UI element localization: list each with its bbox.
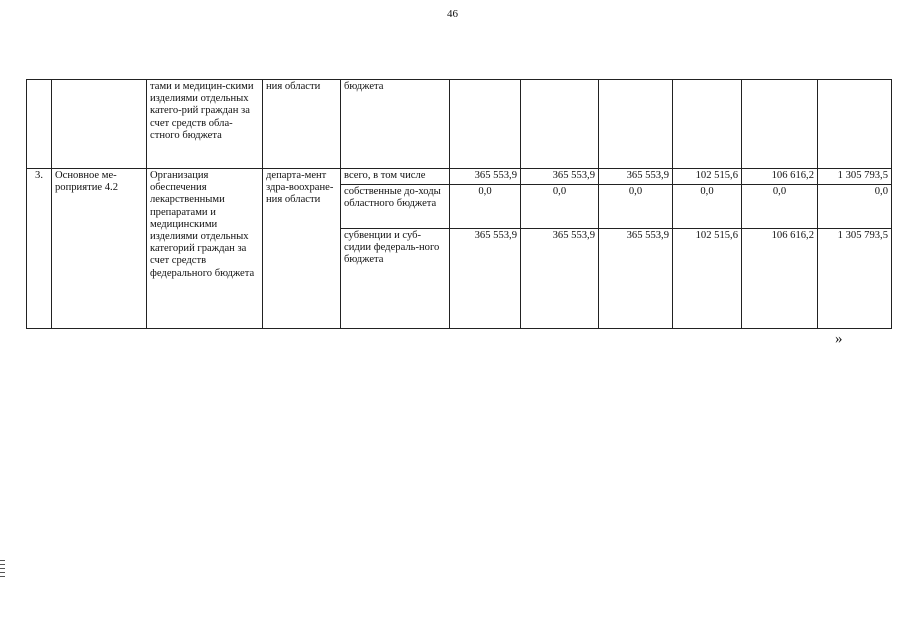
cell-value: 365 553,9 <box>450 229 521 329</box>
cell-source: всего, в том числе <box>341 169 450 185</box>
margin-mark <box>0 572 5 573</box>
cell-name: тами и медицин-скими изделиями отдельных катего-рий граждан за счет средств обла-стного бюджета <box>147 80 263 169</box>
margin-marks <box>0 560 5 580</box>
cell-value: 1 305 793,5 <box>818 169 892 185</box>
margin-mark <box>0 576 5 577</box>
cell-value <box>742 80 818 169</box>
cell-executor: ния области <box>263 80 341 169</box>
cell-event: Основное ме-роприятие 4.2 <box>52 169 147 329</box>
cell-value <box>521 80 599 169</box>
cell-value: 102 515,6 <box>673 169 742 185</box>
cell-value: 365 553,9 <box>599 169 673 185</box>
cell-value: 365 553,9 <box>599 229 673 329</box>
cell-event <box>52 80 147 169</box>
cell-value: 0,0 <box>818 185 892 229</box>
cell-source: субвенции и суб-сидии федераль-ного бюджета <box>341 229 450 329</box>
closing-quote: » <box>835 331 843 347</box>
cell-value <box>599 80 673 169</box>
cell-num: 3. <box>27 169 52 329</box>
cell-value: 1 305 793,5 <box>818 229 892 329</box>
cell-value: 106 616,2 <box>742 169 818 185</box>
cell-value: 365 553,9 <box>521 229 599 329</box>
cell-value: 0,0 <box>521 185 599 229</box>
margin-mark <box>0 564 5 565</box>
margin-mark <box>0 560 5 561</box>
budget-table <box>26 79 892 329</box>
table-row <box>27 169 892 185</box>
margin-mark <box>0 568 5 569</box>
page-number: 46 <box>447 8 458 20</box>
cell-value: 0,0 <box>673 185 742 229</box>
cell-num <box>27 80 52 169</box>
cell-value: 106 616,2 <box>742 229 818 329</box>
cell-value: 365 553,9 <box>521 169 599 185</box>
cell-value <box>818 80 892 169</box>
cell-value: 0,0 <box>599 185 673 229</box>
cell-executor: департа-мент здра-воохране-ния области <box>263 169 341 329</box>
cell-value: 365 553,9 <box>450 169 521 185</box>
cell-value: 102 515,6 <box>673 229 742 329</box>
cell-source: собственные до-ходы областного бюджета <box>341 185 450 229</box>
cell-source: бюджета <box>341 80 450 169</box>
cell-value: 0,0 <box>742 185 818 229</box>
cell-value <box>450 80 521 169</box>
cell-value <box>673 80 742 169</box>
table-row <box>27 80 892 169</box>
cell-name: Организация обеспечения лекарственными препаратами и медицинскими изделиями отдельных категорий граждан за счет средств федерального бюджета <box>147 169 263 329</box>
cell-value: 0,0 <box>450 185 521 229</box>
